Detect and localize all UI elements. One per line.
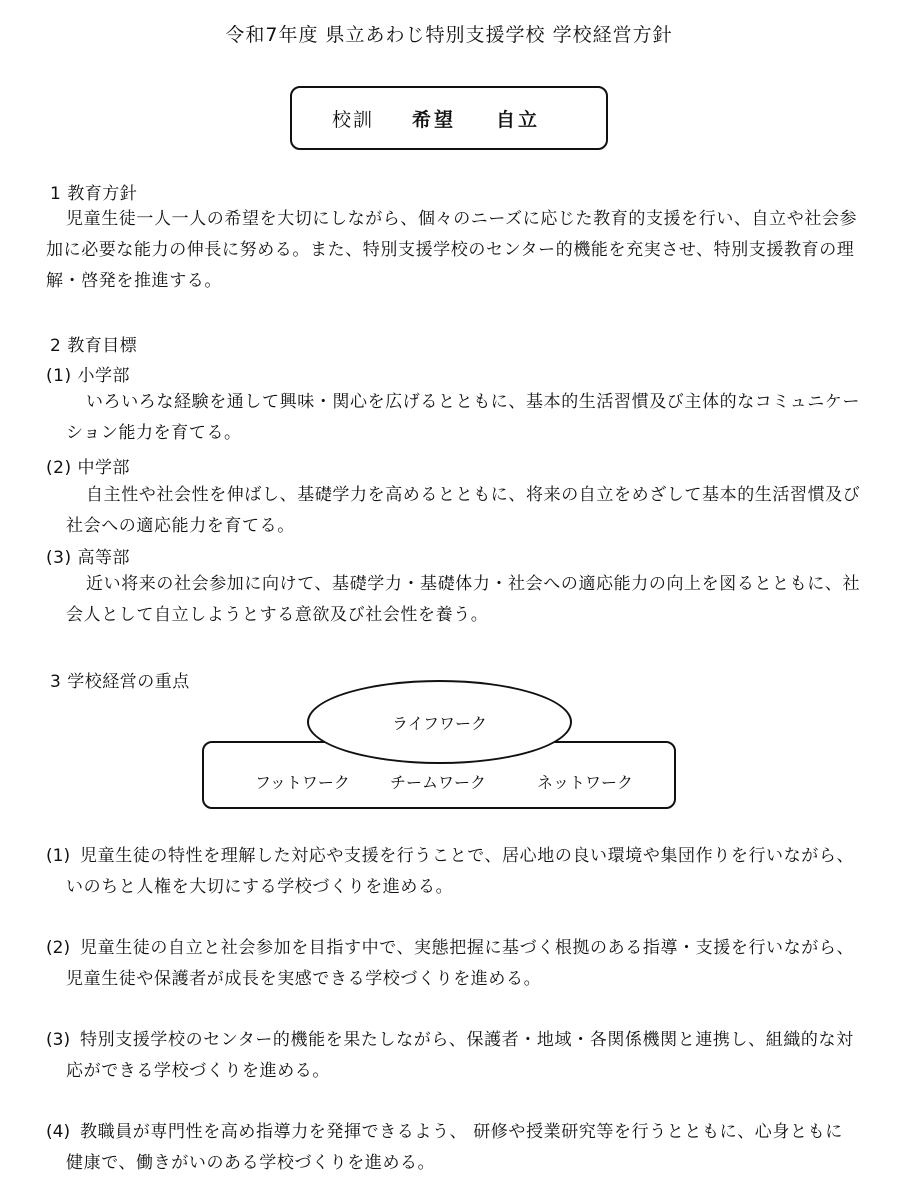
section3-heading: 3 学校経営の重点	[50, 672, 190, 692]
goal-junior-label: (2) 中学部	[46, 458, 130, 478]
teamwork-label: チームワーク	[390, 773, 487, 792]
goal-elementary-text: いろいろな経験を通して興味・関心を広げるとともに、基本的生活習慣及び主体的なコミュニケーション能力を育てる。	[66, 392, 861, 443]
lifework-ellipse	[307, 680, 572, 764]
network-label: ネットワーク	[537, 773, 634, 792]
section1-body: 児童生徒一人一人の希望を大切にしながら、個々のニーズに応じた教育的支援を行い、自立や社会参加に必要な能力の伸長に努める。また、特別支援学校のセンター的機能を充実させ、特別支援教育の理解・啓発を推進する。	[46, 209, 858, 291]
motto-box	[290, 86, 608, 150]
section1-heading: 1 教育方針	[50, 184, 138, 204]
point-label: (2)	[46, 938, 71, 958]
goal-high-text: 近い将来の社会参加に向けて、基礎学力・基礎体力・社会への適応能力の向上を図るとともに、社会人として自立しようとする意欲及び社会性を養う。	[66, 574, 861, 625]
point-text: 児童生徒の自立と社会参加を目指す中で、実態把握に基づく根拠のある指導・支援を行いながら、児童生徒や保護者が成長を実感できる学校づくりを進める。	[66, 938, 855, 989]
section2-heading: 2 教育目標	[50, 336, 138, 356]
goal-elementary-label: (1) 小学部	[46, 366, 130, 386]
footwork-label: フットワーク	[255, 773, 350, 792]
point-label: (4)	[46, 1122, 71, 1142]
motto-label: 校訓	[332, 108, 375, 131]
motto-word-independence: 自立	[496, 108, 541, 131]
point-text: 児童生徒の特性を理解した対応や支援を行うことで、居心地の良い環境や集団作りを行いながら、いのちと人権を大切にする学校づくりを進める。	[66, 846, 855, 897]
lifework-label: ライフワーク	[391, 713, 488, 733]
page-title: 令和7年度 県立あわじ特別支援学校 学校経営方針	[225, 24, 673, 46]
point-label: (1)	[46, 846, 71, 866]
goal-junior-text: 自主性や社会性を伸ばし、基礎学力を高めるとともに、将来の自立をめざして基本的生活習慣及び社会への適応能力を育てる。	[66, 485, 861, 536]
point-label: (3)	[46, 1030, 71, 1050]
goal-high-label: (3) 高等部	[46, 548, 130, 568]
motto-word-hope: 希望	[412, 108, 457, 131]
point-text: 教職員が専門性を高め指導力を発揮できるよう、 研修や授業研究等を行うとともに、心身ともに健康で、働きがいのある学校づくりを進める。	[66, 1122, 843, 1173]
point-text: 特別支援学校のセンター的機能を果たしながら、保護者・地域・各関係機関と連携し、組織的な対応ができる学校づくりを進める。	[66, 1030, 854, 1081]
